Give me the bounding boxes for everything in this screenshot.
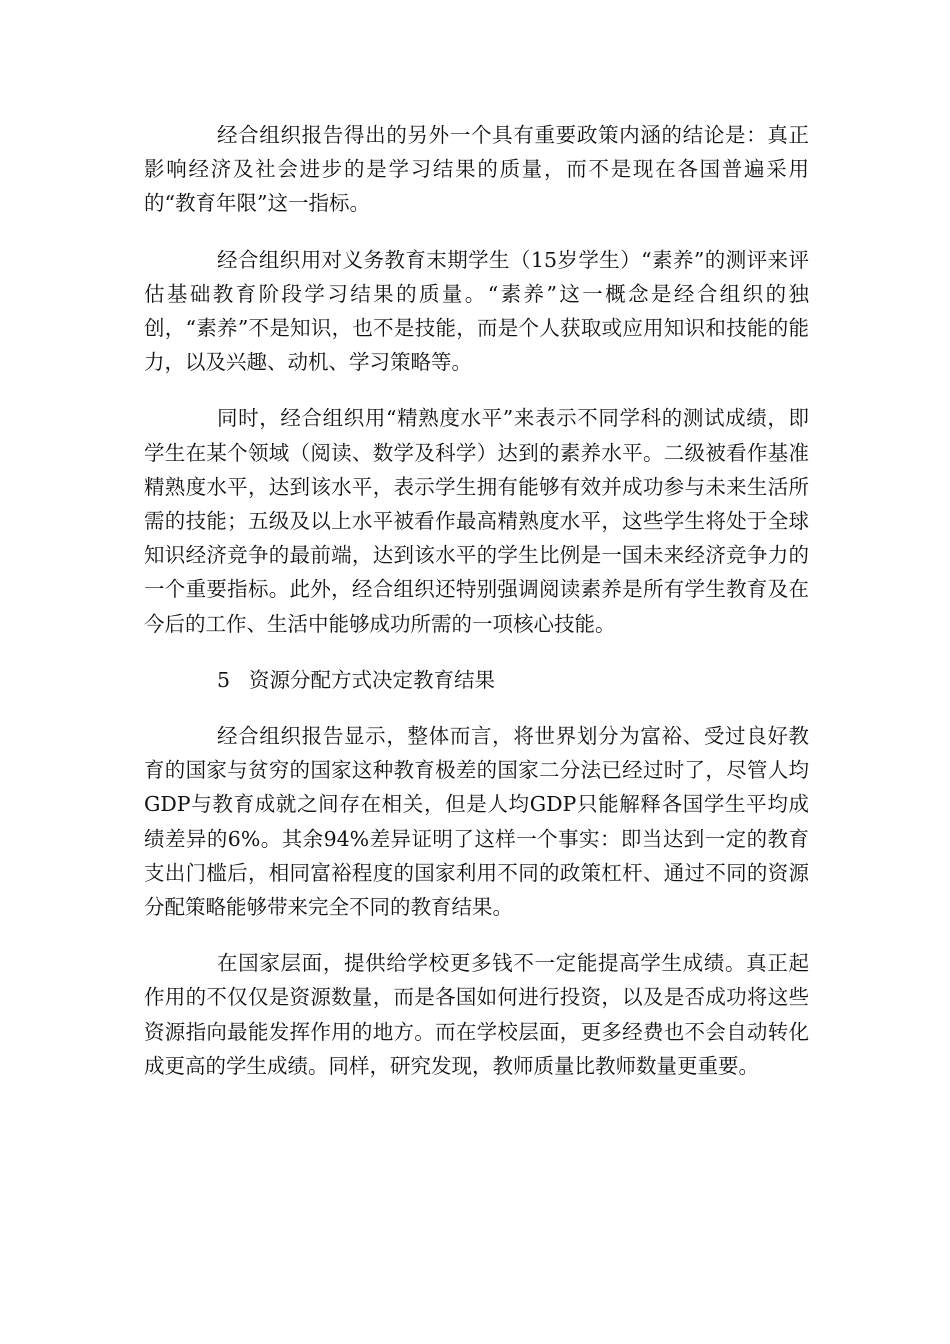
document-body [144,118,809,1105]
paragraph-2: 经合组织用对义务教育末期学生（15岁学生）“素养”的测评来评估基础教育阶段学习结果的质量。“素养”这一概念是经合组织的独创，“素养”不是知识，也不是技能，而是个人获取或应用知识和技能的能力，以及兴趣、动机、学习策略等。 [144,247,809,375]
paragraph-4: 经合组织报告显示，整体而言，将世界划分为富裕、受过良好教育的国家与贫穷的国家这种教育极差的国家二分法已经过时了，尽管人均GDP与教育成就之间存在相关，但是人均GDP只能解释各国学生平均成绩差异的6%。其余94%差异证明了这样一个事实：即当达到一定的教育支出门槛后，相同富裕程度的国家利用不同的政策杠杆、通过不同的资源分配策略能够带来完全不同的教育结果。 [144,724,809,920]
paragraph-1: 经合组织报告得出的另外一个具有重要政策内涵的结论是：真正影响经济及社会进步的是学习结果的质量，而不是现在各国普遍采用的“教育年限”这一指标。 [144,123,809,216]
section-number: 5 [217,667,231,692]
section-title: 资源分配方式决定教育结果 [249,667,495,692]
section-heading [144,663,809,697]
paragraph-5: 在国家层面，提供给学校更多钱不一定能提高学生成绩。真正起作用的不仅仅是资源数量，而是各国如何进行投资，以及是否成功将这些资源指向最能发挥作用的地方。而在学校层面，更多经费也不会自动转化成更高的学生成绩。同样，研究发现，教师质量比教师数量更重要。 [144,951,809,1078]
paragraph-3: 同时，经合组织用“精熟度水平”来表示不同学科的测试成绩，即学生在某个领域（阅读、数学及科学）达到的素养水平。二级被看作基准精熟度水平，达到该水平，表示学生拥有能够有效并成功参与未来生活所需的技能；五级及以上水平被看作最高精熟度水平，这些学生将处于全球知识经济竞争的最前端，达到该水平的学生比例是一国未来经济竞争力的一个重要指标。此外，经合组织还特别强调阅读素养是所有学生教育及在今后的工作、生活中能够成功所需的一项核心技能。 [144,406,809,636]
